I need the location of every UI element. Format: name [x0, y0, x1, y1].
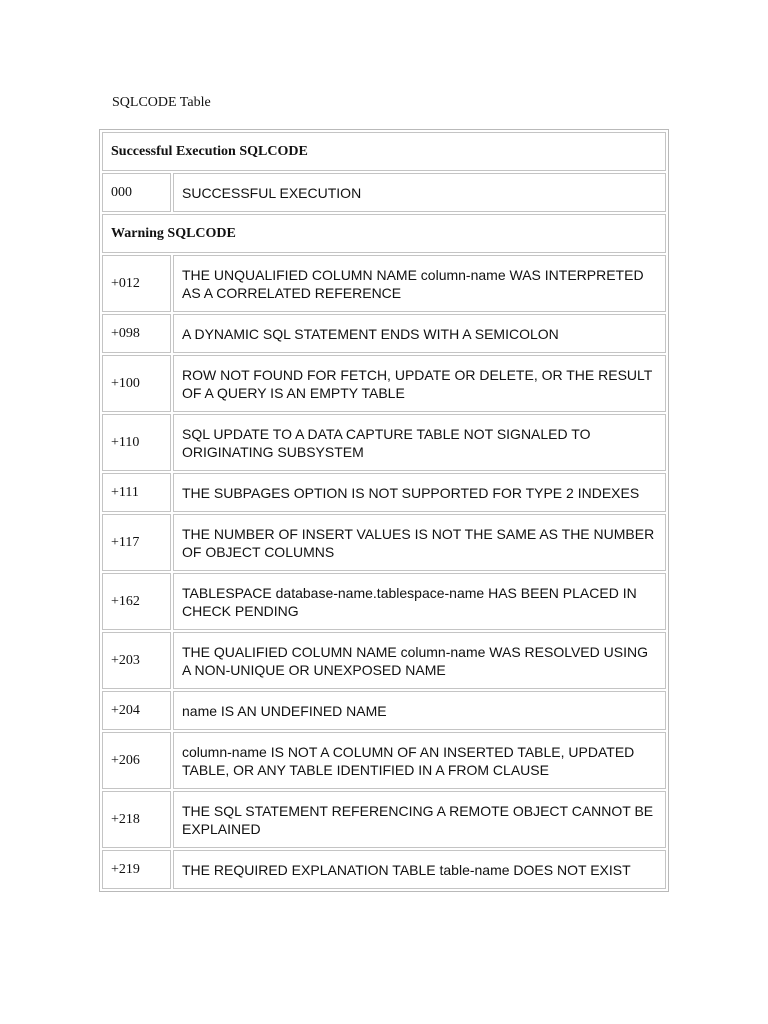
table-row — [102, 514, 666, 571]
sqlcode-cell: 000 — [102, 173, 171, 212]
message-cell: ROW NOT FOUND FOR FETCH, UPDATE OR DELETE, OR THE RESULT OF A QUERY IS AN EMPTY TABLE — [173, 355, 666, 412]
table-row — [102, 691, 666, 730]
message-cell: TABLESPACE database-name.tablespace-name HAS BEEN PLACED IN CHECK PENDING — [173, 573, 666, 630]
table-row — [102, 414, 666, 471]
message-cell: THE REQUIRED EXPLANATION TABLE table-name DOES NOT EXIST — [173, 850, 666, 889]
sqlcode-cell: +098 — [102, 314, 171, 353]
sqlcode-cell: +219 — [102, 850, 171, 889]
sqlcode-cell: +206 — [102, 732, 171, 789]
table-row — [102, 473, 666, 512]
table-row — [102, 255, 666, 312]
sqlcode-table — [99, 129, 669, 892]
message-cell: THE NUMBER OF INSERT VALUES IS NOT THE SAME AS THE NUMBER OF OBJECT COLUMNS — [173, 514, 666, 571]
section-title: Warning SQLCODE — [102, 214, 666, 253]
sqlcode-cell: +111 — [102, 473, 171, 512]
sqlcode-cell: +117 — [102, 514, 171, 571]
table-row — [102, 314, 666, 353]
table-row — [102, 732, 666, 789]
table-row — [102, 173, 666, 212]
message-cell: THE SUBPAGES OPTION IS NOT SUPPORTED FOR TYPE 2 INDEXES — [173, 473, 666, 512]
sqlcode-cell: +100 — [102, 355, 171, 412]
section-header-warning — [102, 214, 666, 253]
message-cell: A DYNAMIC SQL STATEMENT ENDS WITH A SEMICOLON — [173, 314, 666, 353]
section-header-successful — [102, 132, 666, 171]
message-cell: name IS AN UNDEFINED NAME — [173, 691, 666, 730]
message-cell: THE QUALIFIED COLUMN NAME column-name WAS RESOLVED USING A NON-UNIQUE OR UNEXPOSED NAME — [173, 632, 666, 689]
sqlcode-cell: +110 — [102, 414, 171, 471]
document-title: SQLCODE Table — [112, 95, 211, 110]
sqlcode-cell: +203 — [102, 632, 171, 689]
section-title: Successful Execution SQLCODE — [102, 132, 666, 171]
sqlcode-cell: +162 — [102, 573, 171, 630]
sqlcode-cell: +012 — [102, 255, 171, 312]
message-cell: column-name IS NOT A COLUMN OF AN INSERTED TABLE, UPDATED TABLE, OR ANY TABLE IDENTIFIED IN A FROM CLAUSE — [173, 732, 666, 789]
table-row — [102, 355, 666, 412]
table-row — [102, 632, 666, 689]
message-cell: SUCCESSFUL EXECUTION — [173, 173, 666, 212]
message-cell: SQL UPDATE TO A DATA CAPTURE TABLE NOT SIGNALED TO ORIGINATING SUBSYSTEM — [173, 414, 666, 471]
sqlcode-cell: +218 — [102, 791, 171, 848]
message-cell: THE UNQUALIFIED COLUMN NAME column-name WAS INTERPRETED AS A CORRELATED REFERENCE — [173, 255, 666, 312]
table-row — [102, 850, 666, 889]
table-row — [102, 573, 666, 630]
table-row — [102, 791, 666, 848]
sqlcode-cell: +204 — [102, 691, 171, 730]
message-cell: THE SQL STATEMENT REFERENCING A REMOTE OBJECT CANNOT BE EXPLAINED — [173, 791, 666, 848]
